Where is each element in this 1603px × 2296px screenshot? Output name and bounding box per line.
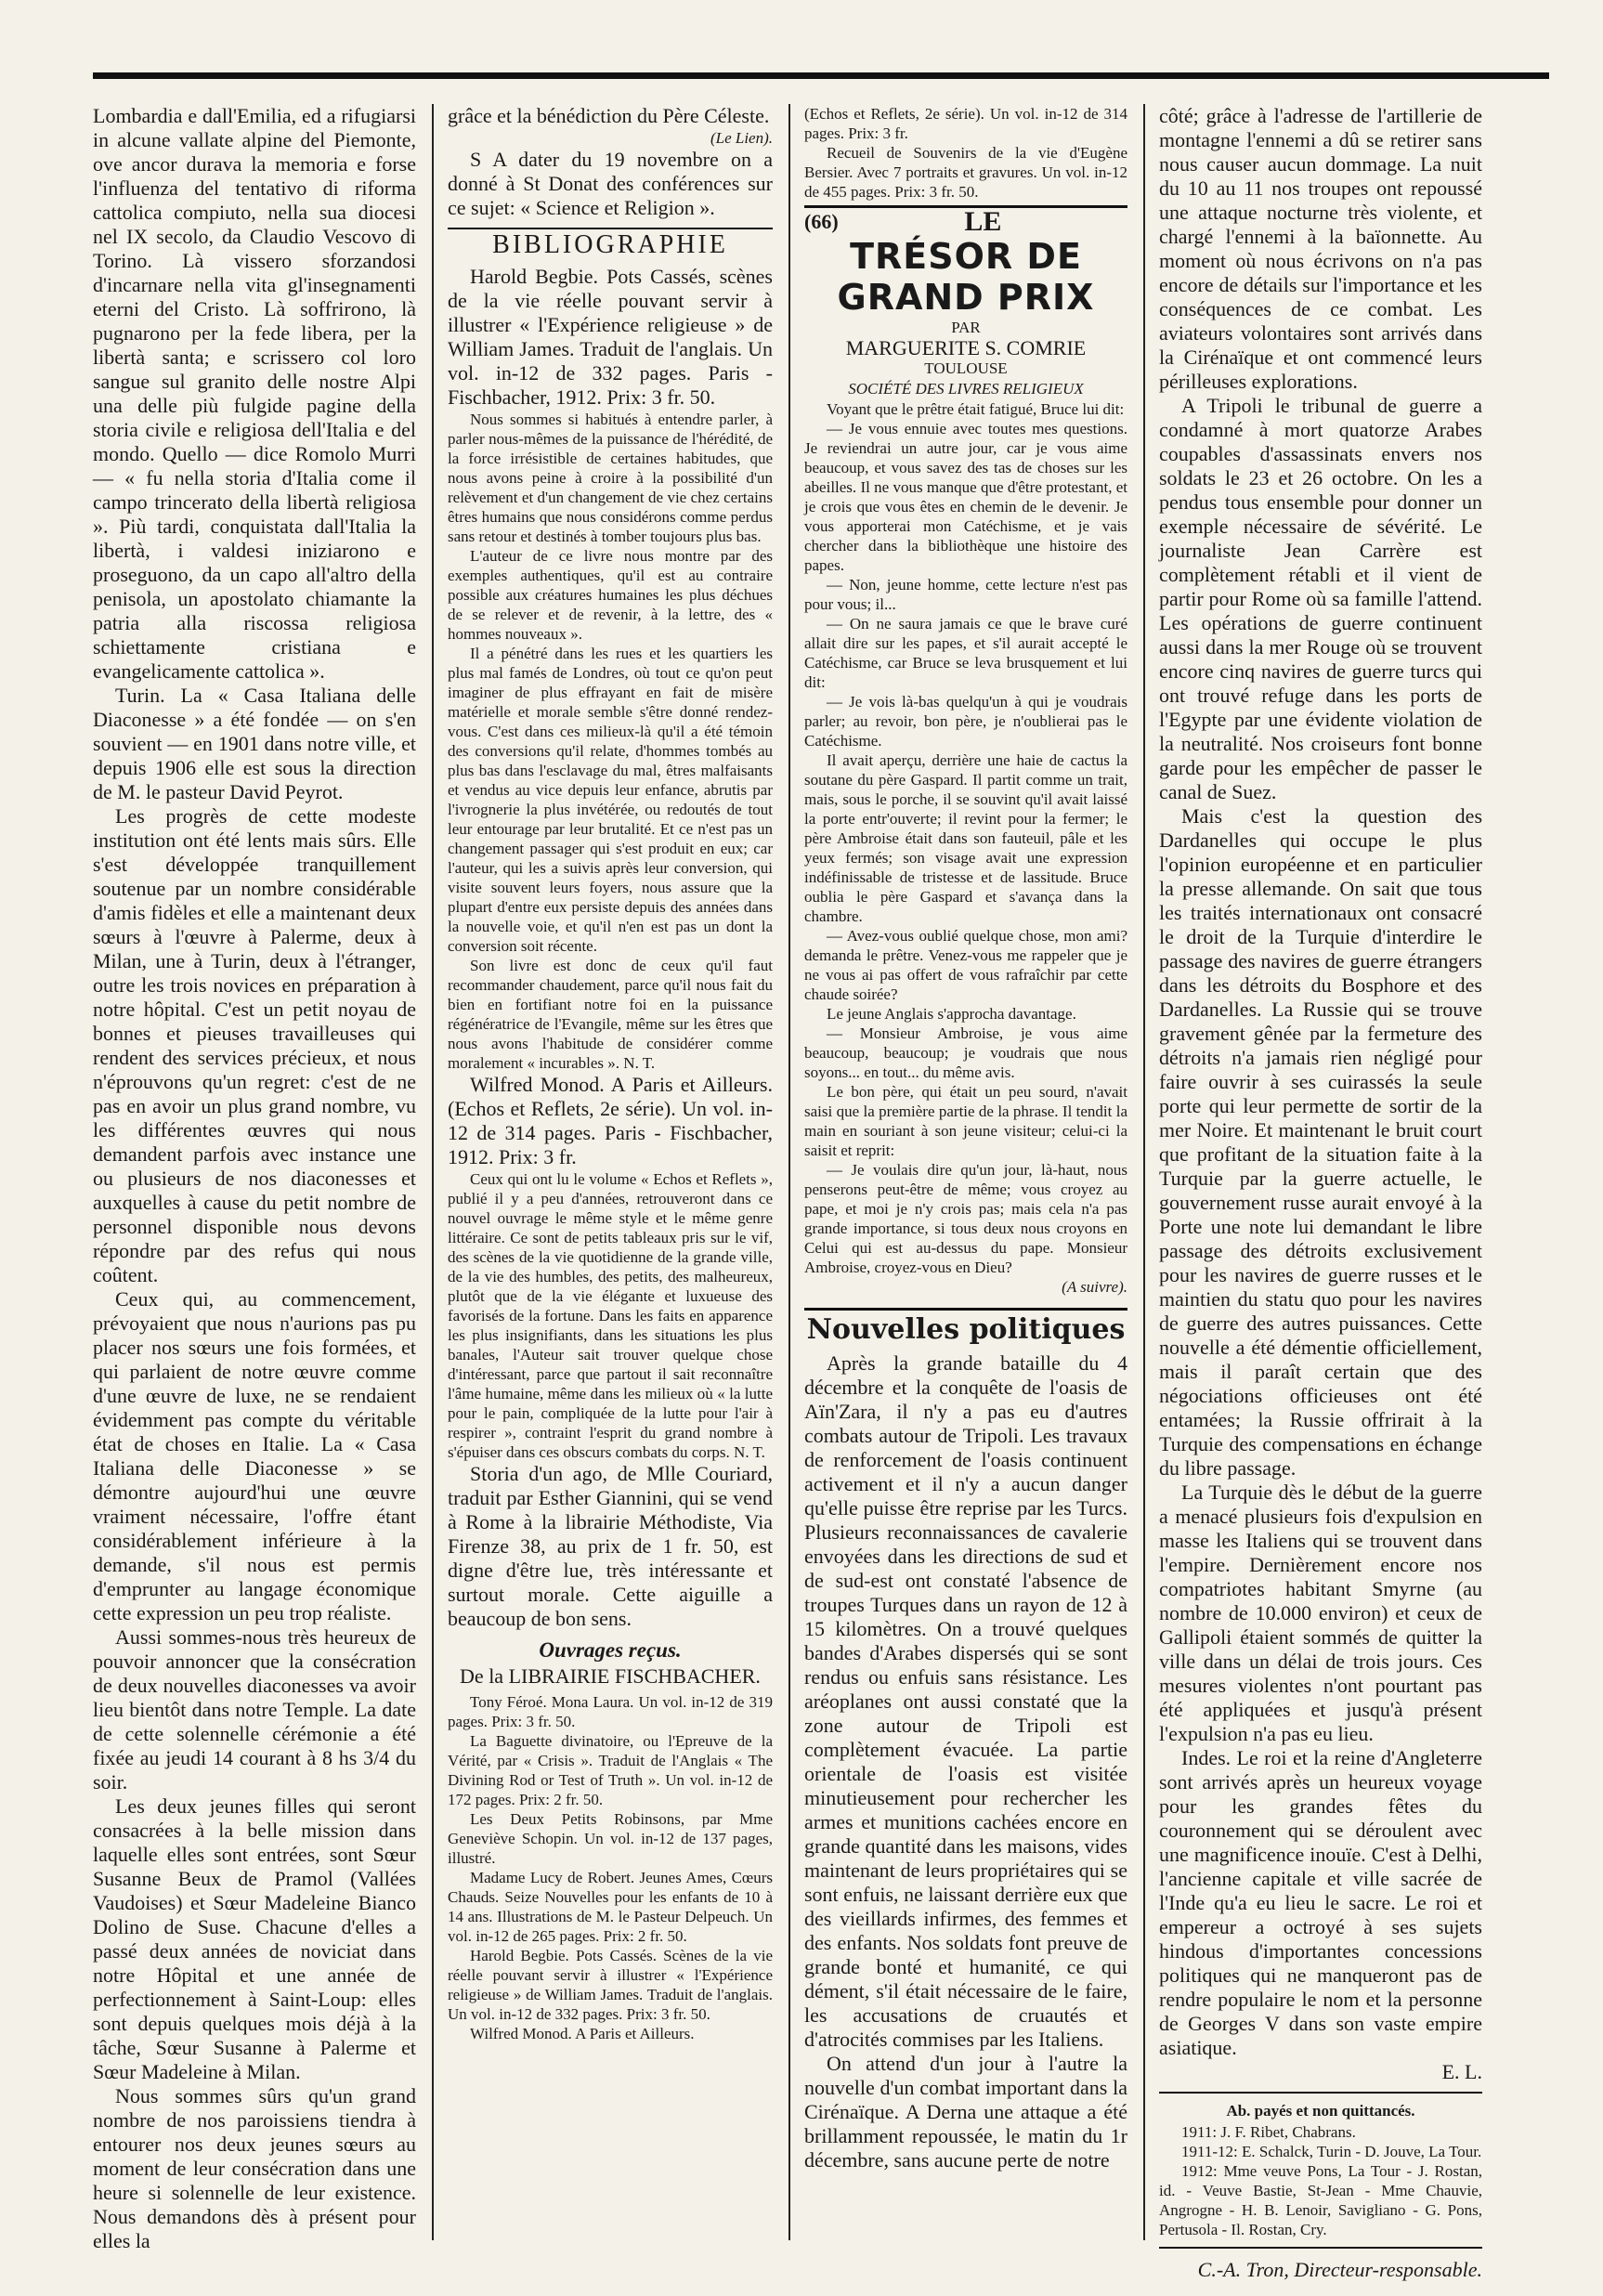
book-listing: La Baguette divinatoire, ou l'Epreuve de la Vérité, par « Crisis ». Traduit de l'Anglais « The Divining Rod or Test of Truth ». Un vol. in-12 de 172 pages. Prix: 2 fr. 50.: [448, 1732, 773, 1808]
divider: [1159, 2247, 1482, 2249]
article-paragraph: Nous sommes sûrs qu'un grand nombre de nos paroissiens tiendra à entourer nos deux jeunes sœurs au moment de leur consécration dans une heure si solennelle de leur existence. Nous demandons dès à présent pour elles la: [93, 2084, 416, 2252]
book-heading: Storia d'un ago, de Mlle Couriard, traduit par Esther Giannini, qui se vend à Rome à la librairie Méthodiste, Via Firenze 38, au prix de 1 fr. 50, est digne d'être lue, très intéressante et surtout morale. Cette aiguille a beaucoup de bon sens.: [448, 1462, 773, 1630]
story-paragraph: — Je voulais dire qu'un jour, là-haut, nous penserons peut-être de même; vous croyez au pape, et moi je n'y crois pas; mais cela n'a pas grande importance, si tous deux nous croyons en Celui qui est au-dessus du pape. Monsieur Ambroise, croyez-vous en Dieu?: [804, 1161, 1127, 1276]
notice-paragraph: S A dater du 19 novembre on a donné à St Donat des conférences sur ce sujet: « Science et Religion ».: [448, 148, 773, 219]
signature: C.-A. Tron, Directeur-responsable.: [1197, 2258, 1482, 2281]
story-paragraph: Voyant que le prêtre était fatigué, Bruce lui dit:: [827, 400, 1125, 418]
to-be-continued: (A suivre).: [1062, 1278, 1127, 1296]
review-paragraph: Il a pénétré dans les rues et les quartiers les plus mal famés de Londres, où tout ce qu'on peut imaginer de plus effrayant en fait de misère matérielle et morale semble s'être donné rendez-vous. C'est dans ces milieux-là qu'il a été témoin des conversions qu'il relate, d'hommes tombés au plus bas dans l'esclavage du mal, êtres malfaisants et vendus au vice depuis leur enfance, abrutis par l'ivrognerie la plus invétérée, ou redoutés de tout leur entourage par leur brutalité. Et ce n'est pas un changement passager qui s'est produit en eux; car l'auteur, qui les a suivis après leur conversion, qui visite souvent leurs foyers, nous assure que la plupart d'entre eux persiste depuis des années dans la nouvelle voie, et qu'il n'en est pas un dont la conversion soit récente.: [448, 645, 773, 955]
review-paragraph: Son livre est donc de ceux qu'il faut recommander chaudement, parce qu'il nous fait du bien en fortifiant notre foi en la puissance régénératrice de l'Evangile, même sur les êtres que nous avons l'habitude de considérer comme moralement « incurables ». N. T.: [448, 957, 773, 1072]
article-paragraph: grâce et la bénédiction du Père Céleste.: [448, 104, 770, 127]
news-paragraph: Indes. Le roi et la reine d'Angleterre sont arrivés après un heureux voyage pour les grandes fêtes du couronnement qui se déroulent avec une magnificence inouïe. C'est à Delhi, l'ancienne capitale et ville sacrée de l'Inde qu'a eu lieu le sacre. Le roi et empereur a octroyé à ses sujets hindous d'importantes concessions politiques qui ne manqueront pas de rendre populaire le nom et la personne de Georges V dans son vaste empire asiatique.: [1159, 1746, 1482, 2059]
story-paragraph: — On ne saura jamais ce que le brave curé allait dire sur les papes, et s'il aurait accepté le Catéchisme, car Bruce se leva brusquement et lui dit:: [804, 615, 1127, 691]
story-paragraph: — Non, jeune homme, cette lecture n'est pas pour vous; il...: [804, 576, 1127, 613]
review-paragraph: Ceux qui ont lu le volume « Echos et Reflets », publié il y a peu d'années, retrouveront dans ce nouvel ouvrage le même style et le même genre littéraire. Ce sont de petits tableaux pris sur le vif, des scènes de la vie quotidienne de la grande ville, de la vie des humbles, des petits, des malheureux, plutôt que de la vie élégante et luxueuse des favorisés de la fortune. Dans les faits en apparence les plus insignifiants, dans les situations les plus banales, l'Auteur sait trouver quelque chose d'intéressant, parce que partout il sait reconnaître l'âme humaine, même dans les milieux où « la lutte pour le pain, compliquée de la lutte pour l'air à respirer », contraint l'esprit du grand nombre à s'épuiser dans ces obscurs combats du corps. N. T.: [448, 1170, 773, 1461]
article-paragraph: Les progrès de cette modeste institution ont été lents mais sûrs. Elle s'est développée tranquillement soutenue par un nombre considérable d'amis fidèles et elle a maintenant deux sœurs à l'œuvre à Palerme, deux à Milan, une à Turin, deux à l'étranger, outre les trois novices en préparation à notre hôpital. C'est un petit noyau de bonnes et pieuses travailleuses qui rendent des services précieux, et nous n'éprouvons qu'un regret: c'est de ne pas en avoir un plus grand nombre, vu les différentes œuvres qui nous demandent parfois avec instance une ou plusieurs de nos diaconesses et auxquelles à cause du petit nombre de personnel disponible nous devons répondre par des refus qui nous coûtent.: [93, 804, 416, 1286]
column-4: [1159, 104, 1482, 2281]
article-paragraph: Aussi sommes-nous très heureux de pouvoir annoncer que la consécration de deux nouvelles diaconesses va avoir lieu bientôt dans notre Temple. La date de cette solennelle cérémonie a été fixée au jeudi 14 courant à 8 hs 3/4 du soir.: [93, 1625, 416, 1794]
news-paragraph: côté; grâce à l'adresse de l'artillerie de montagne l'ennemi a dû se retirer sans nous causer aucun dommage. La nuit du 10 au 11 nos troupes ont repoussé une attaque nocturne très violente, et chargé l'ennemi à la baïonnette. Au moment où nous écrivons on n'a pas encore de détails sur l'importance et les conséquences de ce combat. Les aviateurs volontaires sont arrivés dans la Cirénaïque et ont commencé leurs périlleuses explorations.: [1159, 104, 1482, 393]
divider: [1159, 2092, 1482, 2094]
story-paragraph: Le bon père, qui était un peu sourd, n'avait saisi que la première partie de la phrase. Il tendit la main en souriant à son jeune visiteur; celui-ci la saisit et reprit:: [804, 1083, 1127, 1159]
author-initials: E. L.: [1441, 2060, 1482, 2083]
subscription-line: 1911-12: E. Schalck, Turin - D. Jouve, La Tour.: [1181, 2143, 1482, 2160]
book-listing: (Echos et Reflets, 2e série). Un vol. in-12 de 314 pages. Prix: 3 fr.: [804, 105, 1127, 142]
column-2: [448, 104, 773, 2268]
feuilleton-article: LE: [964, 206, 1002, 237]
review-paragraph: Nous sommes si habitués à entendre parler, à parler nous-mêmes de la puissance de l'hérédité, de la force irrésistible de certaines habitudes, que nous avons peine à croire à la possibilité d'un relèvement et d'un changement de vie chez certains êtres humains que nous considérons comme perdus sans retour et destinés à tomber toujours plus bas.: [448, 411, 773, 545]
feuilleton-number: (66): [804, 210, 839, 233]
source-credit: (Le Lien).: [710, 129, 773, 147]
column-3: [804, 104, 1127, 2268]
subscription-line: 1912: Mme veuve Pons, La Tour - J. Rostan, id. - Veuve Bastie, St-Jean - Mme Chauvie, Angrogne - H. B. Lenoir, Savigliano - G. Pons, Pertusola - Il. Rostan, Cry.: [1159, 2162, 1482, 2238]
article-paragraph: Turin. La « Casa Italiana delle Diaconesse » a été fondée — on s'en souvient — en 1901 dans notre ville, et depuis 1906 elle est sous la direction de M. le pasteur David Peyrot.: [93, 684, 416, 803]
story-paragraph: — Je vois là-bas quelqu'un à qui je voudrais parler; au revoir, bon père, je n'oublierai pas le Catéchisme.: [804, 693, 1127, 750]
book-heading: Harold Begbie. Pots Cassés, scènes de la vie réelle pouvant servir à illustrer « l'Expérience religieuse » de William James. Traduit de l'anglais. Un vol. in-12 de 332 pages. Paris - Fischbacher, 1912. Prix: 3 fr. 50.: [448, 265, 773, 409]
book-listing: Harold Begbie. Pots Cassés. Scènes de la vie réelle pouvant servir à illustrer « l'Expérience religieuse » de William James. Traduit de l'anglais. Un vol. in-12 de 332 pages. Prix: 3 fr. 50.: [448, 1947, 773, 2023]
article-paragraph: Les deux jeunes filles qui seront consacrées à la belle mission dans laquelle elles sont entrées, sont Sœur Susanne Beux de Pramol (Vallées Vaudoises) et Sœur Madeleine Bianco Dolino de Suse. Chacune d'elles a passé deux années de noviciat dans notre Hôpital et une année de perfectionnement à Saint-Loup: elles sont depuis quelques mois déjà à la tâche, Sœur Susanne à Palerme et Sœur Madeleine à Milan.: [93, 1794, 416, 2083]
column-divider: [1143, 104, 1145, 2240]
news-paragraph: A Tripoli le tribunal de guerre a condamné à mort quatorze Arabes coupables d'assassinats envers nos soldats le 23 et 26 octobre. On les a pendus tous ensemble pour donner un exemple nécessaire de sévérité. Le journaliste Jean Carrère est complètement rétabli et il vient de partir pour Rome où sa famille l'attend. Les opérations de guerre continuent aussi dans la mer Rouge où se trouvent encore cinq navires de guerre turcs qui ont trouvé refuge dans les ports de l'Egypte par une évidente violation de la neutralité. Nos croiseurs font bonne garde pour les empêcher de passer le canal de Suez.: [1159, 394, 1482, 803]
book-listing: Wilfred Monod. A Paris et Ailleurs.: [470, 2025, 695, 2042]
news-paragraph: La Turquie dès le début de la guerre a menacé plusieurs fois d'expulsion en masse les Italiens qui se trouvent dans l'empire. Dernièrement encore nos compatriotes habitant Smyrne (au nombre de 10.000 environ) et ceux de Gallipoli étaient sommés de quitter la ville dans un délai de trois jours. Ces mesures violentes n'ont pourtant pas été appliquées et jusqu'à présent l'expulsion n'a pas eu lieu.: [1159, 1481, 1482, 1745]
story-paragraph: — Monsieur Ambroise, je vous aime beaucoup, beaucoup; je voudrais que nous soyons... en tout... du même avis.: [804, 1024, 1127, 1081]
feuilleton-publisher: SOCIÉTÉ DES LIVRES RELIGIEUX: [848, 380, 1084, 398]
subscription-line: 1911: J. F. Ribet, Chabrans.: [1181, 2123, 1356, 2141]
book-listing: Tony Féroé. Mona Laura. Un vol. in-12 de 319 pages. Prix: 3 fr. 50.: [448, 1693, 773, 1730]
feuilleton-title: TRÉSOR DE GRAND PRIX: [837, 236, 1095, 318]
feuilleton-author: MARGUERITE S. COMRIE: [845, 336, 1087, 359]
story-paragraph: — Avez-vous oublié quelque chose, mon ami? demanda le prêtre. Venez-vous me rappeler que je ne vous ai pas offert de vous rafraîchir par cette chaude soirée?: [804, 927, 1127, 1003]
top-rule: [93, 72, 1549, 79]
feuilleton-header: [804, 205, 1127, 399]
nouvelles-politiques-heading: Nouvelles politiques: [804, 1308, 1127, 1342]
article-paragraph: Lombardia e dall'Emilia, ed a rifugiarsi in alcune vallate alpine del Piemonte, ove ancor durava la memoria e forse l'influenza del tentativo di riforma cattolica compiuto, nella sua diocesi nel IX secolo, da Claudio Vescovo di Torino. Là vissero sforzandosi d'incarnare nella vita gl'insegnamenti eterni del Cristo. Là soffrirono, là pugnarono per la fede libera, per la libertà santa; e scrissero col loro sangue sul granito delle nostre Alpi una delle più fulgide pagine della storia civile e religiosa dell'Italia e del mondo. Quello — dice Romolo Murri — « fu nella storia d'Italia come il campo trincerato della libertà religiosa ». Più tardi, conquistata dall'Italia la libertà, i valdesi iniziarono e proseguono, da un capo all'altro della penisola, un apostolato chiamante la patria alla riscossa religiosa schiettamente cristiana e evangelicamente cattolica ».: [93, 104, 416, 683]
column-divider: [432, 104, 434, 2240]
article-paragraph: Ceux qui, au commencement, prévoyaient que nous n'aurions pas pu placer nos sœurs une fois formées, et qui parlaient de notre œuvre comme d'une œuvre de luxe, ne se rendaient évidemment pas compte du véritable état de choses en Italie. La « Casa Italiana delle Diaconesse » se démontre aujourd'hui une œuvre vraiment nécessaire, l'offre étant considérablement inférieure à la demande, s'il nous est permis d'emprunter au langage économique cette expression un peu trop réaliste.: [93, 1287, 416, 1624]
book-listing: Recueil de Souvenirs de la vie d'Eugène Bersier. Avec 7 portraits et gravures. Un vol. in-12 de 455 pages. Prix: 3 fr. 50.: [804, 144, 1127, 201]
bibliographie-heading: BIBLIOGRAPHIE: [448, 228, 773, 257]
ouvrages-recus-heading: Ouvrages reçus.: [539, 1638, 682, 1662]
column-divider: [788, 104, 790, 2240]
news-paragraph: On attend d'un jour à l'autre la nouvelle d'un combat important dans la Cirénaïque. A Derna une attaque a été brillamment repoussée, le matin du 1r décembre, sans aucune perte de notre: [804, 2052, 1127, 2172]
feuilleton-par: PAR: [951, 319, 981, 336]
book-listing: Les Deux Petits Robinsons, par Mme Geneviève Schopin. Un vol. in-12 de 137 pages, illustré.: [448, 1810, 773, 1867]
story-paragraph: Le jeune Anglais s'approcha davantage.: [827, 1005, 1076, 1023]
book-heading: Wilfred Monod. A Paris et Ailleurs. (Echos et Reflets, 2e série). Un vol. in-12 de 314 pages. Paris - Fischbacher, 1912. Prix: 3 fr.: [448, 1073, 773, 1168]
review-paragraph: L'auteur de ce livre nous montre par des exemples authentiques, qu'il est au contraire possible aux créatures humaines les plus déchues de se relever et de revenir, à la lettre, des « hommes nouveaux ».: [448, 547, 773, 643]
story-paragraph: — Je vous ennuie avec toutes mes questions. Je reviendrai un autre jour, car je vous aime beaucoup, et vous savez des tas de choses sur les abeilles. Il ne vous manque que d'être protestant, et je crois que vous êtes en chemin de le devenir. Je vous apporterai mon Catéchisme, et je vais chercher dans la bibliothèque une histoire des papes.: [804, 420, 1127, 574]
news-paragraph: Après la grande bataille du 4 décembre et la conquête de l'oasis de Aïn'Zara, il n'y a pas eu d'autres combats autour de Tripoli. Les travaux de renforcement de l'oasis continuent activement et il n'y a aucun danger qu'elle puisse être reprise par les Turcs. Plusieurs reconnaissances de cavalerie envoyées dans les directions de sud et de sud-est ont constaté l'absence de troupes Turques dans un rayon de 12 à 15 kilomètres. On a trouvé quelques bandes d'Arabes dispersés qui se sont rendus ou enfuis sans résistance. Les aréoplanes ont aussi constaté que la zone autour de Tripoli est complètement évacuée. La partie orientale de l'oasis est visitée minutieusement pour rechercher les armes et munitions cachées encore en grande quantité dans les maisons, vides maintenant de leurs propriétaires qui se sont enfuis, ne laissant derrière eux que des vieillards infirmes, des femmes et des enfants. Nos soldats font preuve de grande bonté et humanité, ce qui dément, s'il était nécessaire de le faire, les accusations de cruautés et d'atrocités commises par les Italiens.: [804, 1351, 1127, 2051]
column-1: [93, 104, 416, 2268]
publisher-line: De la LIBRAIRIE FISCHBACHER.: [460, 1664, 761, 1688]
news-paragraph: Mais c'est la question des Dardanelles qui occupe le plus l'opinion européenne et en particulier la presse allemande. On sait que tous les traités internationaux ont consacré le droit de la Turquie d'interdire le passage des navires de guerre étrangers dans les détroits du Bosphore et des Dardanelles. La Russie qui se trouve gravement gênée par la fermeture des détroits n'a jamais rien négligé pour faire ouvrir à ses cuirassés la seule porte qui leur permette de sortir de la mer Noire. Et maintenant le bruit court que profitant de la situation faite à la Turquie par la guerre actuelle, le gouvernement russe aurait envoyé à la Porte une note lui demandant le libre passage des détroits exclusivement pour les navires de guerre russes et le maintien du statu quo pour les navires de guerre des autres puissances. Cette nouvelle a été démentie officiellement, mais il paraît certain que des négociations officieuses ont été entamées; la Russie offrirait à la Turquie des compensations en échange du libre passage.: [1159, 804, 1482, 1480]
subscriptions-heading: Ab. payés et non quittancés.: [1226, 2102, 1415, 2120]
book-listing: Madame Lucy de Robert. Jeunes Ames, Cœurs Chauds. Seize Nouvelles pour les enfants de 10 à 14 ans. Illustrations de M. le Pasteur Delpeuch. Un vol. in-12 de 265 pages. Prix: 2 fr. 50.: [448, 1869, 773, 1945]
feuilleton-city: TOULOUSE: [924, 359, 1008, 377]
story-paragraph: Il avait aperçu, derrière une haie de cactus la soutane du père Gaspard. Il partit comme un trait, mais, sous le porche, il se souvint qu'il avait laissé la porte entr'ouverte; il revint pour la fermer; le père Ambroise était dans son fauteuil, pâle et les yeux fermés; son visage avait une expression indéfinissable de tristesse et de lassitude. Bruce oublia le père Gaspard et s'avança dans la chambre.: [804, 751, 1127, 925]
